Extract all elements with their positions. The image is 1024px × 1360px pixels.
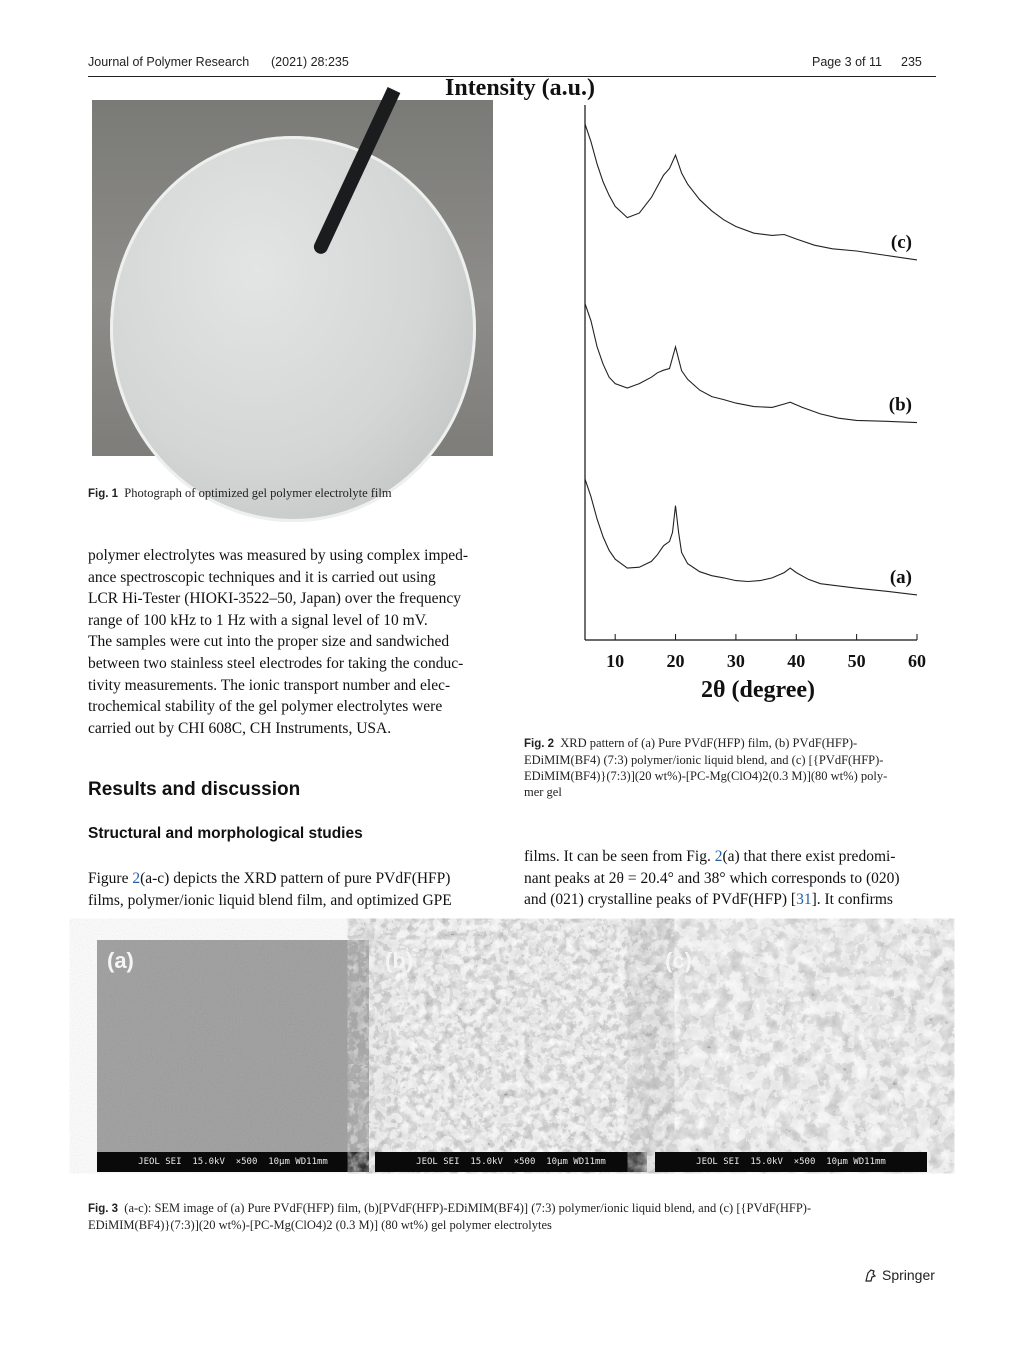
fig3-caption xyxy=(88,1200,938,1233)
x-tick-label: 20 xyxy=(666,651,685,671)
text-line: trochemical stability of the gel polymer electrolytes were xyxy=(88,698,443,716)
sem-panel-b xyxy=(375,940,647,1172)
subsection-title: Structural and morphological studies xyxy=(88,825,363,842)
chart-axes xyxy=(585,105,917,640)
right-paragraph xyxy=(524,846,936,911)
citation-ref-link[interactable]: 31 xyxy=(796,891,812,909)
sem-image-a xyxy=(97,940,369,1152)
x-tick-label: 40 xyxy=(787,651,806,671)
fig2-caption-line: EDiMIM(BF4)}(7:3)](20 wt%)-[PC-Mg(ClO4)2(0.3 M)](80 wt%) poly- xyxy=(524,769,888,783)
springer-horse-icon xyxy=(862,1267,878,1283)
fig3-caption-line: Fig. 3 (a-c): SEM image of (a) Pure PVdF(HFP) film, (b)[PVdF(HFP)-EDiMIM(BF4)] (7:3) polymer/ionic liquid blend, and (c) [{PVdF(HFP)- xyxy=(88,1201,812,1215)
left-paragraph xyxy=(88,545,497,739)
sem-info-bar: JEOL SEI 15.0kV ×500 10μm WD11mm xyxy=(97,1152,369,1172)
sem-info-bar: JEOL SEI 15.0kV ×500 10μm WD11mm xyxy=(655,1152,927,1172)
fig1-caption xyxy=(88,485,508,502)
x-tick-label: 10 xyxy=(606,651,625,671)
fig3-caption-line: EDiMIM(BF4)}(7:3)](20 wt%)-[PC-Mg(ClO4)2 (0.3 M)] (80 wt%) gel polymer electrolytes xyxy=(88,1218,552,1232)
sem-info-bar: JEOL SEI 15.0kV ×500 10μm WD11mm xyxy=(375,1152,647,1172)
x-tick-label: 30 xyxy=(726,651,745,671)
series-label: (b) xyxy=(888,394,912,416)
fig2-xrd-chart xyxy=(444,75,940,715)
gel-film-disc xyxy=(110,136,476,522)
citation: (2021) 28:235 xyxy=(271,55,349,69)
journal-name: Journal of Polymer Research xyxy=(88,55,250,69)
text-line: The samples were cut into the proper size and sandwiched xyxy=(88,633,450,651)
y-axis-label: Intensity (a.u.) xyxy=(444,75,596,101)
text-line: tivity measurements. The ionic transport number and elec- xyxy=(88,676,451,694)
sem-panel-a xyxy=(97,940,369,1172)
section-title: Results and discussion xyxy=(88,779,301,800)
x-tick-label: 50 xyxy=(847,651,866,671)
sem-panel-letter: (b) xyxy=(385,948,414,973)
text-line: ance spectroscopic techniques and it is carried out using xyxy=(88,568,436,586)
text-line: nant peaks at 2θ = 20.4° and 38° which corresponds to (020) xyxy=(524,869,900,887)
text-line: Figure 2(a-c) depicts the XRD pattern of pure PVdF(HFP) xyxy=(88,870,451,887)
fig-ref-link[interactable]: 2 xyxy=(132,870,141,887)
fig2-caption xyxy=(524,735,936,800)
fig1-caption-text: Photograph of optimized gel polymer electrolyte film xyxy=(124,486,392,500)
fig1-photograph xyxy=(92,100,493,456)
fig3-label: Fig. 3 xyxy=(88,1203,119,1215)
fig2-caption-line: Fig. 2 XRD pattern of (a) Pure PVdF(HFP) film, (b) PVdF(HFP)- xyxy=(524,736,858,750)
text-line: and (021) crystalline peaks of PVdF(HFP) [31]. It confirms xyxy=(524,891,893,909)
text-line: polymer electrolytes was measured by using complex imped- xyxy=(88,547,469,564)
series-line xyxy=(585,124,917,260)
series-line xyxy=(585,304,917,423)
x-tick-label: 60 xyxy=(908,651,926,671)
series-label: (c) xyxy=(890,231,912,253)
series-line xyxy=(585,479,917,595)
fig1-label: Fig. 1 xyxy=(88,488,119,500)
left-paragraph-2 xyxy=(88,868,497,911)
text-line: films. It can be seen from Fig. 2(a) that there exist predomi- xyxy=(524,848,896,865)
series-label: (a) xyxy=(889,566,912,588)
publisher-footer xyxy=(862,1267,935,1283)
article-number: 235 xyxy=(901,55,922,69)
text-line: between two stainless steel electrodes for taking the conduc- xyxy=(88,654,464,672)
publisher-name: Springer xyxy=(882,1267,935,1283)
fig2-caption-line: EDiMIM(BF4) (7:3) polymer/ionic liquid blend, and (c) [{PVdF(HFP)- xyxy=(524,753,884,767)
sem-panel-letter: (c) xyxy=(665,948,692,973)
sem-image-c xyxy=(655,940,927,1152)
sem-panel-letter: (a) xyxy=(107,948,134,973)
sem-image-b xyxy=(375,940,647,1152)
fig-ref-link[interactable]: 2 xyxy=(714,848,723,865)
fig2-label: Fig. 2 xyxy=(524,738,555,750)
sem-panel-c xyxy=(655,940,927,1172)
text-line: range of 100 kHz to 1 Hz with a signal level of 10 mV. xyxy=(88,611,428,629)
text-line: LCR Hi-Tester (HIOKI-3522–50, Japan) over the frequency xyxy=(88,590,461,608)
page-number: Page 3 of 11 xyxy=(812,55,882,69)
x-axis-label: 2θ (degree) xyxy=(700,677,816,703)
fig2-caption-line: mer gel xyxy=(524,785,562,799)
text-line: films, polymer/ionic liquid blend film, and optimized GPE xyxy=(88,891,452,909)
text-line: carried out by CHI 608C, CH Instruments, USA. xyxy=(88,719,392,737)
chart-series xyxy=(585,124,917,595)
